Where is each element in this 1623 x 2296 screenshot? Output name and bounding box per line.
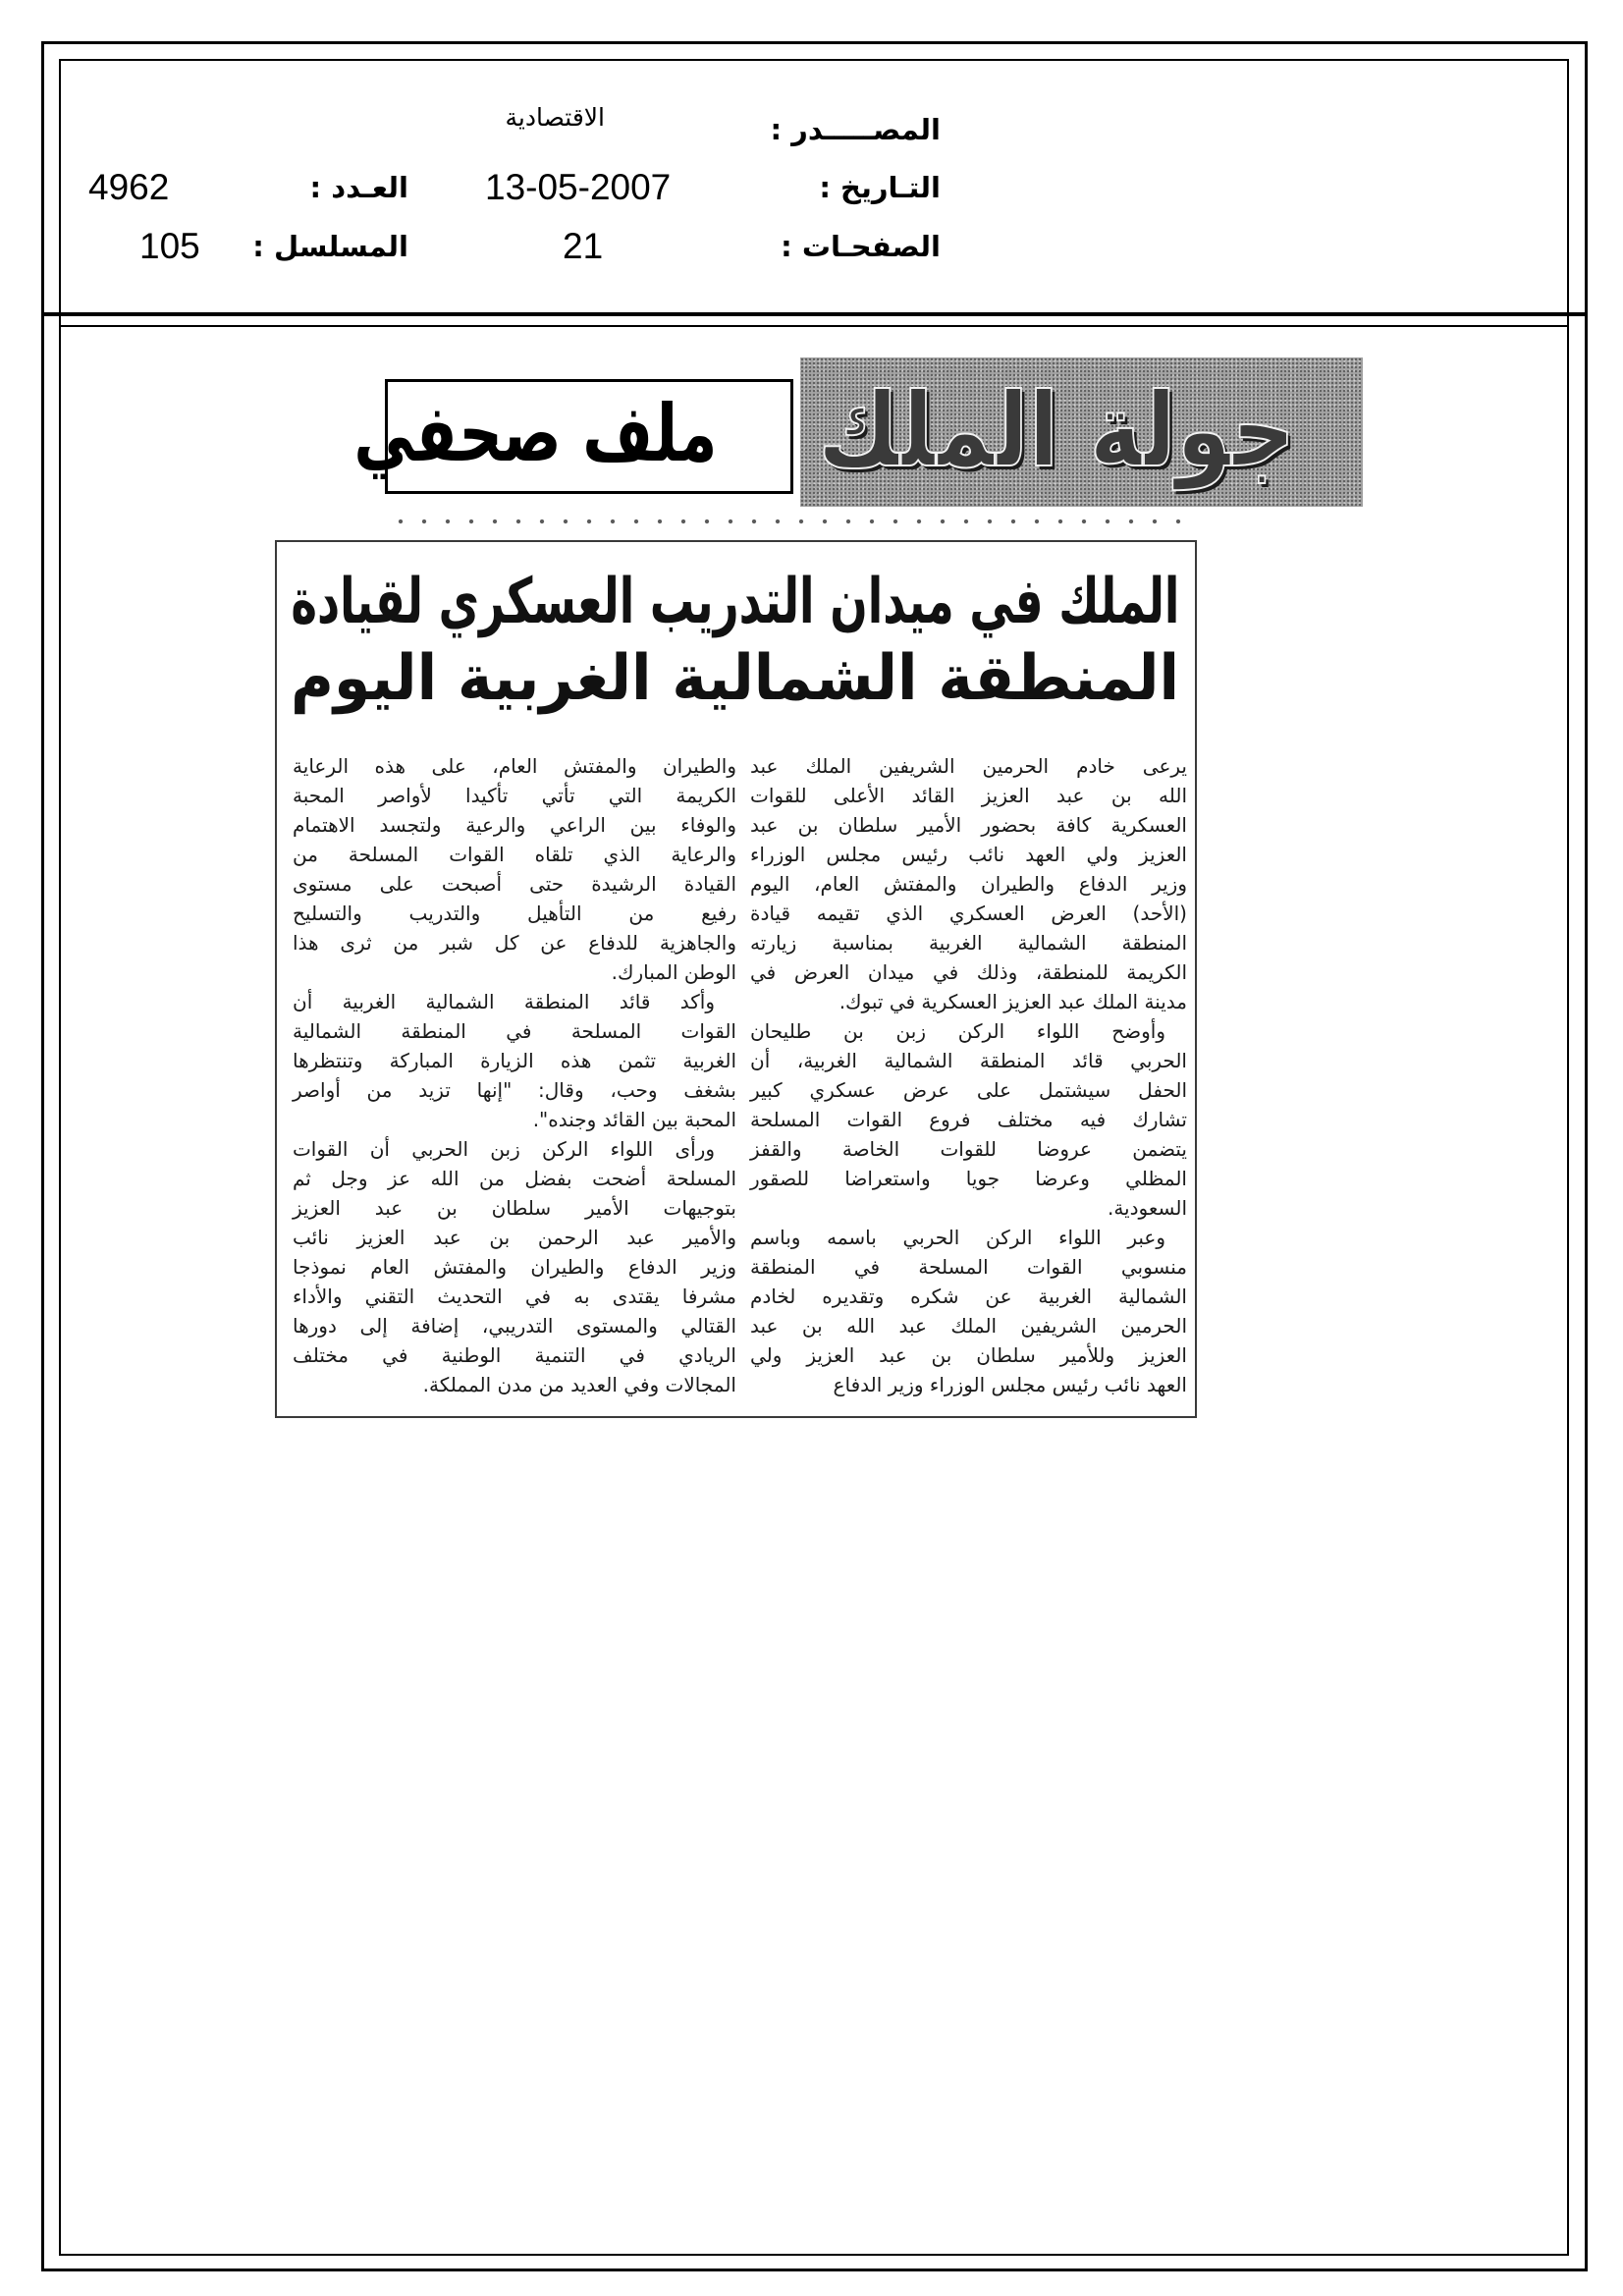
article-line <box>293 899 736 928</box>
article-line-text: الكريمة للمنطقة، وذلك في ميدان العرض في <box>750 960 1187 984</box>
article-line <box>750 1105 1187 1134</box>
article-line-text: وعبر اللواء الركن الحربي باسمه وباسم <box>750 1226 1165 1249</box>
article-line-text: ورأى اللواء الركن زبن الحربي أن القوات <box>292 1137 715 1161</box>
article-line-text: والأمير عبد الرحمن بن عبد العزيز نائب <box>292 1226 736 1249</box>
article-line-text: العزيز وللأمير سلطان بن عبد العزيز ولي <box>750 1343 1187 1367</box>
article-line <box>293 1370 736 1399</box>
article-line <box>293 928 736 957</box>
article-line-text: بشغف وحب، وقال: "إنها تزيد من أواصر <box>293 1078 736 1102</box>
source-label-text: المصـــــدر : <box>770 113 941 146</box>
article-line-text: القيادة الرشيدة حتى أصبحت على مستوى <box>292 872 736 896</box>
date-label <box>744 168 941 207</box>
article-line <box>750 1046 1187 1075</box>
article-line-text: الغربية تثمن هذه الزيارة المباركة وتنتظرها <box>292 1049 736 1072</box>
article-line <box>750 1164 1187 1193</box>
article-line-text: الشمالية الغربية عن شكره وتقديره لخادم <box>750 1285 1187 1308</box>
banner-label-wrap <box>353 382 771 491</box>
source-value: الاقتصادية <box>505 103 605 132</box>
article-line <box>293 1311 736 1340</box>
article-line <box>293 1340 736 1370</box>
article-line-text: وزير الدفاع والطيران والمفتش العام، اليوم <box>750 872 1187 896</box>
article-line-text: وأوضح اللواء الركن زبن بن طليحان <box>749 1019 1165 1043</box>
article-line <box>750 1193 1187 1223</box>
article-line-text: وأكد قائد المنطقة الشمالية الغربية أن <box>293 990 715 1013</box>
article-line <box>750 869 1187 899</box>
article-line <box>750 1282 1187 1311</box>
article-line <box>750 1075 1187 1105</box>
article-line-text: الوطن المبارك. <box>611 960 736 984</box>
article-line <box>293 1193 736 1223</box>
article-line <box>293 1075 736 1105</box>
article-line <box>750 751 1187 781</box>
article-line-text: يتضمن عروضا للقوات الخاصة والقفز <box>750 1137 1187 1161</box>
article-paragraph <box>750 1223 1187 1399</box>
article-line <box>293 957 736 987</box>
article-line <box>750 810 1187 840</box>
article-line-text: (الأحد) العرض العسكري الذي تقيمه قيادة <box>750 902 1187 925</box>
article-line <box>293 1252 736 1282</box>
article-line-text: يرعى خادم الحرمين الشريفين الملك عبد <box>750 754 1187 778</box>
serial-label-text: المسلسل : <box>252 230 408 263</box>
article-line-text: المحبة بين القائد وجنده". <box>532 1108 736 1131</box>
article-line-text: الريادي في التنمية الوطنية في مختلف <box>293 1343 736 1367</box>
article-line-text: تشارك فيه مختلف فروع القوات المسلحة <box>749 1108 1187 1131</box>
article-line-text: منسوبي القوات المسلحة في المنطقة <box>750 1255 1187 1279</box>
article-line-text: الحرمين الشريفين الملك عبد الله بن عبد <box>749 1314 1187 1338</box>
article-line <box>750 840 1187 869</box>
article-line-text: الحربي قائد المنطقة الشمالية الغربية، أن <box>750 1049 1187 1072</box>
article-line-text: العسكرية كافة بحضور الأمير سلطان بن عبد <box>750 813 1187 837</box>
banner-label: ملف صحفي <box>353 388 718 479</box>
article-line-text: المنطقة الشمالية الغربية بمناسبة زيارته <box>750 931 1187 955</box>
article-line <box>293 1282 736 1311</box>
article-line <box>750 1370 1187 1399</box>
header-divider-thick <box>41 312 1588 316</box>
pages-value: 21 <box>563 226 604 266</box>
article-line-text: العهد نائب رئيس مجلس الوزراء وزير الدفاع <box>833 1373 1187 1396</box>
article-line-text: مشرفا يقتدى به في التحديث التقني والأداء <box>293 1285 736 1308</box>
article-line-text: السعودية. <box>1107 1196 1187 1220</box>
article-line <box>293 1164 736 1193</box>
article-line-text: مدينة الملك عبد العزيز العسكرية في تبوك. <box>839 990 1187 1013</box>
banner-title-wrap <box>817 357 1332 507</box>
header-divider-thin <box>59 325 1569 327</box>
article-line-text: الحفل سيشتمل على عرض عسكري كبير <box>750 1078 1187 1102</box>
article-line <box>750 1016 1187 1046</box>
article-line <box>293 1223 736 1252</box>
article-line-text: رفيع من التأهيل والتدريب والتسليح <box>293 902 736 925</box>
article-line-text: والوفاء بين الراعي والرعية ولتجسد الاهتمام <box>293 813 736 837</box>
article-line <box>293 840 736 869</box>
article-line-text: وزير الدفاع والطيران والمفتش العام نموذجا <box>293 1255 736 1279</box>
article-line-text: الله بن عبد العزيز القائد الأعلى للقوات <box>750 784 1187 807</box>
article-line <box>293 1105 736 1134</box>
headline-text: المنطقة الشمالية الغربية اليوم <box>290 642 1179 715</box>
issue-label-text: العـدد : <box>309 171 408 204</box>
article-column-1 <box>750 751 1187 1399</box>
article-line-text: الكريمة التي تأتي تأكيدا لأواصر المحبة <box>292 784 736 807</box>
article-line-text: والطيران والمفتش العام، على هذه الرعاية <box>293 754 736 778</box>
article-line <box>750 1311 1187 1340</box>
article-line <box>750 987 1187 1016</box>
article-column-2 <box>293 751 736 1399</box>
article-line <box>750 957 1187 987</box>
pages-label <box>744 227 941 266</box>
date-value: 13-05-2007 <box>485 167 672 207</box>
article-line-text: العزيز ولي العهد نائب رئيس مجلس الوزراء <box>749 843 1187 866</box>
article-line <box>293 1016 736 1046</box>
divider-dots <box>389 519 1198 524</box>
article-line <box>750 781 1187 810</box>
article-line <box>750 1340 1187 1370</box>
article-line <box>750 1252 1187 1282</box>
article-line-text: القوات المسلحة في المنطقة الشمالية <box>293 1019 736 1043</box>
article-paragraph <box>750 751 1187 1016</box>
article-line-text: بتوجيهات الأمير سلطان بن عبد العزيز <box>292 1196 736 1220</box>
source-label <box>744 110 941 149</box>
article-line <box>293 781 736 810</box>
article-line <box>750 1134 1187 1164</box>
article-paragraph <box>750 1016 1187 1223</box>
article-paragraph <box>293 987 736 1134</box>
article-line-text: المجالات وفي العديد من مدن المملكة. <box>422 1373 736 1396</box>
issue-value: 4962 <box>88 167 170 207</box>
article-paragraph <box>293 1134 736 1399</box>
article-line <box>293 1134 736 1164</box>
headline-line <box>291 564 1179 640</box>
article-line <box>293 987 736 1016</box>
article-line-text: القتالي والمستوى التدريبي، إضافة إلى دورها <box>293 1314 736 1338</box>
article-line <box>293 751 736 781</box>
headline-text: الملك في ميدان التدريب العسكري لقيادة <box>290 566 1179 638</box>
article-line <box>750 899 1187 928</box>
serial-value: 105 <box>139 226 200 266</box>
article-line <box>293 869 736 899</box>
article-line-text: المظلي وعرضا جويا واستعراضا للصقور <box>749 1167 1187 1190</box>
article-line <box>750 928 1187 957</box>
serial-label <box>212 227 408 266</box>
article-line <box>293 1046 736 1075</box>
article-paragraph <box>293 751 736 987</box>
banner-title: جولة الملك <box>817 370 1295 490</box>
article-line-text: والرعاية الذي تلقاه القوات المسلحة من <box>292 843 736 866</box>
article-line-text: المسلحة أضحت بفضل من الله عز وجل ثم <box>293 1167 736 1190</box>
headline-line <box>291 640 1179 717</box>
article-line <box>293 810 736 840</box>
banner-title-box <box>800 357 1363 507</box>
article-line-text: والجاهزية للدفاع عن كل شبر من ثرى هذا <box>292 931 736 955</box>
pages-label-text: الصفحـات : <box>781 230 941 263</box>
date-label-text: التـاريخ : <box>819 171 941 204</box>
issue-label <box>212 168 408 207</box>
article-line <box>750 1223 1187 1252</box>
banner-label-box <box>353 379 793 494</box>
